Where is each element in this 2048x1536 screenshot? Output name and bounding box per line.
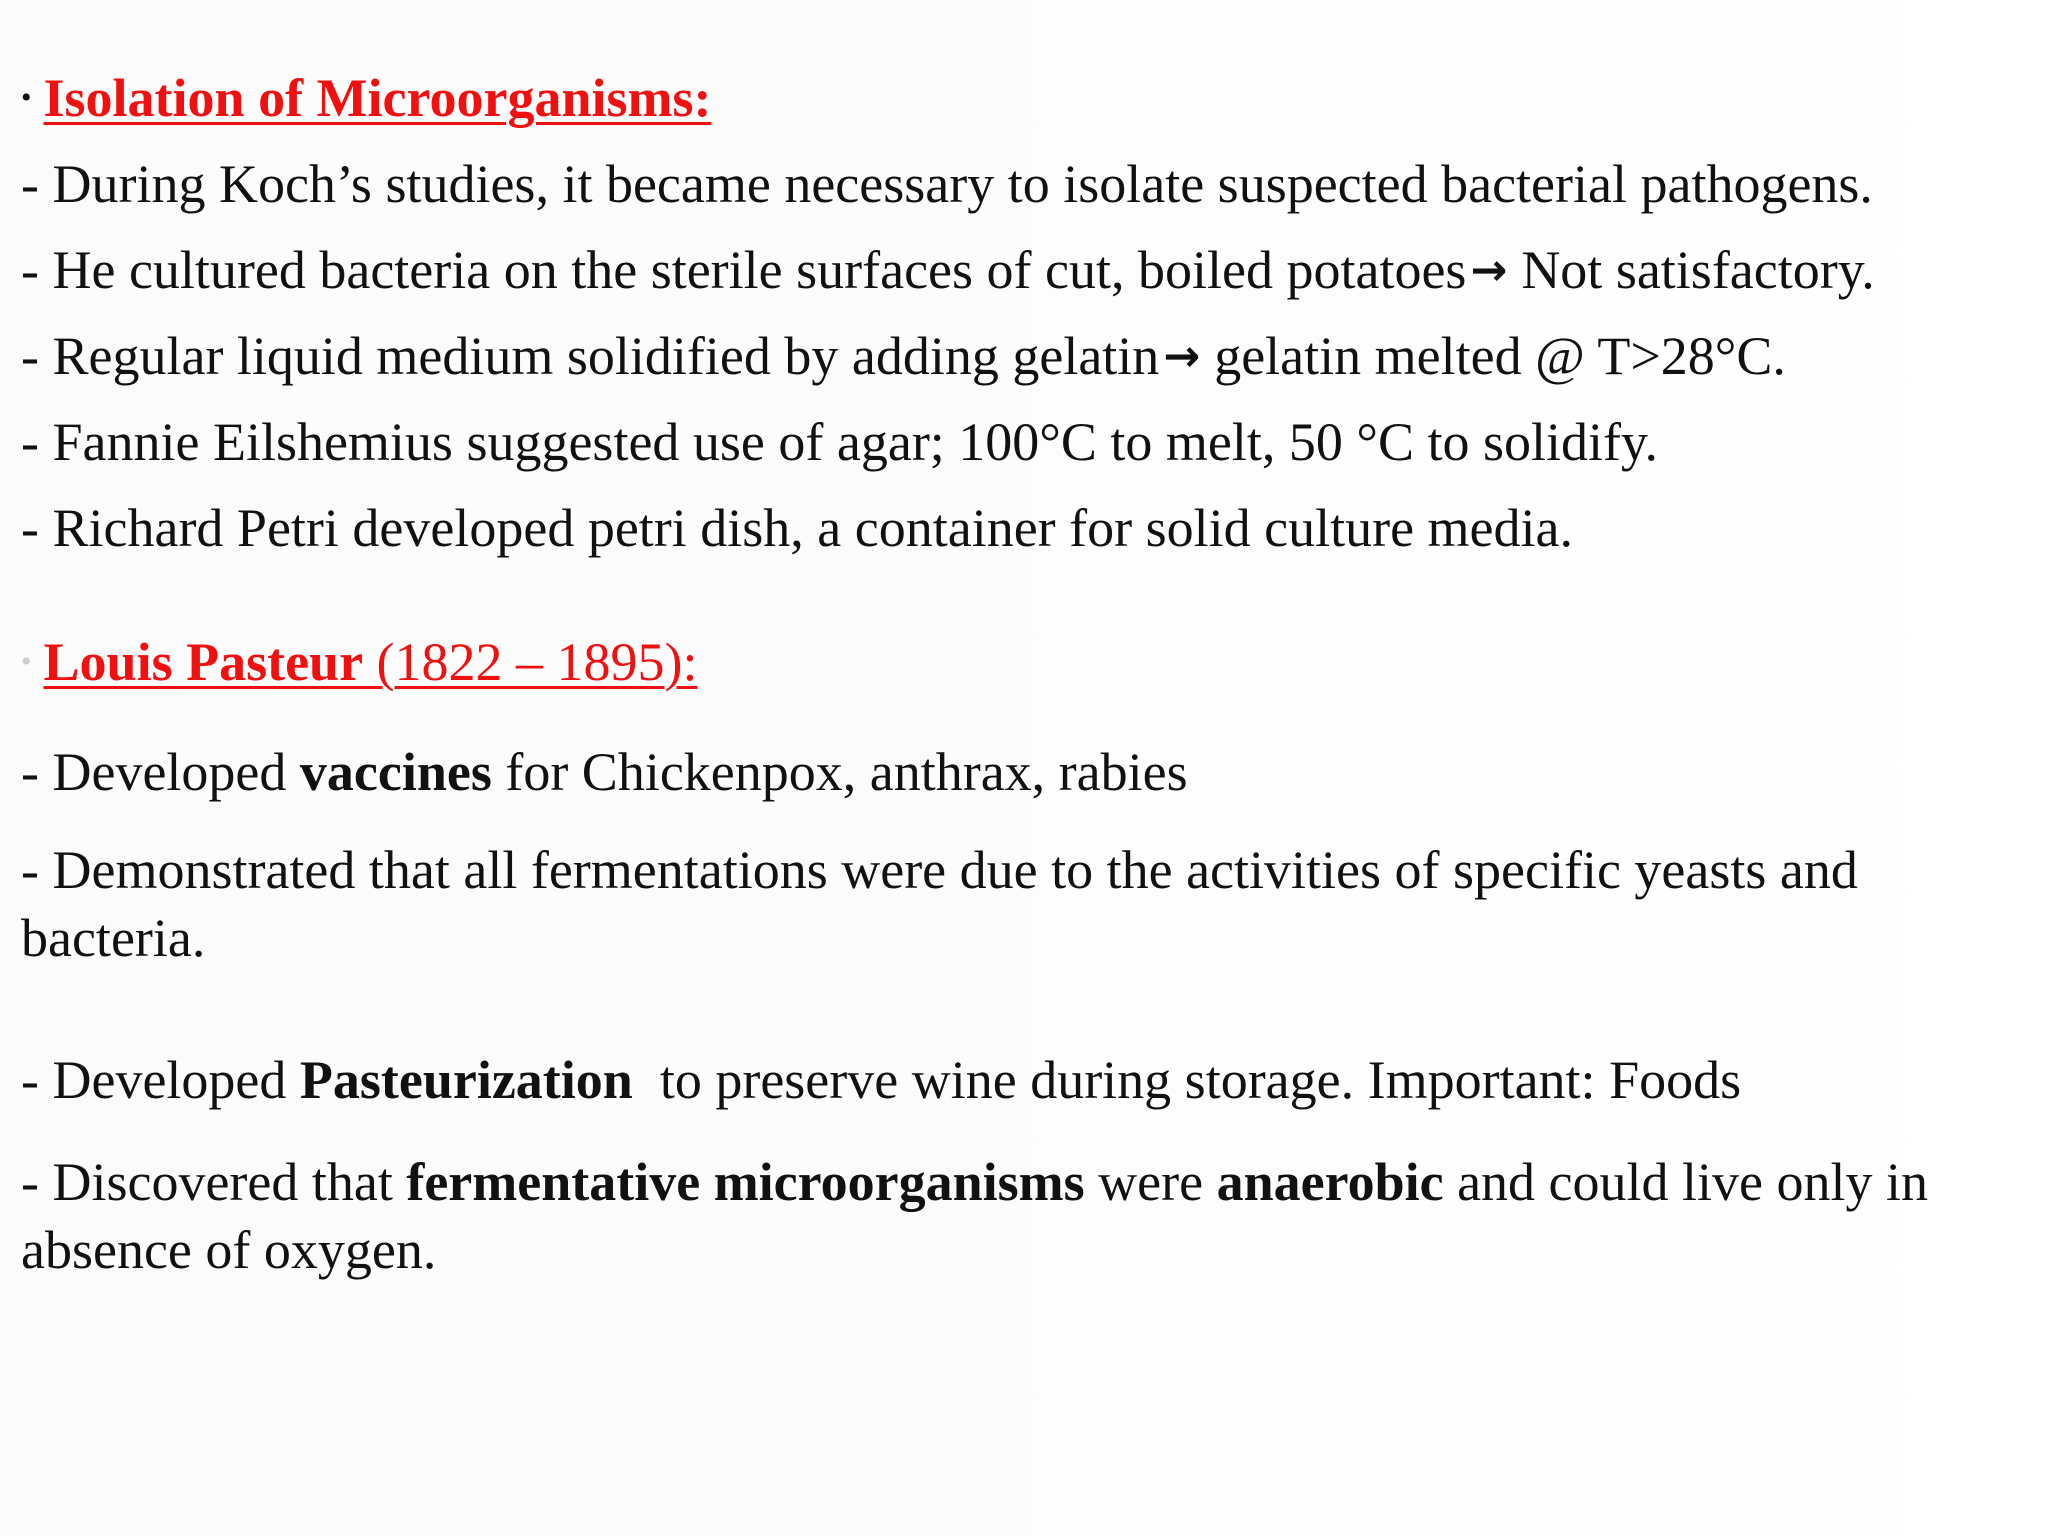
bullet-icon: • bbox=[21, 80, 32, 114]
anaerobic-pre: - Discovered that bbox=[21, 1152, 407, 1212]
petri-line: - Richard Petri developed petri dish, a container for solid culture media. bbox=[21, 498, 1573, 558]
vaccines-post: for Chickenpox, anthrax, rabies bbox=[491, 742, 1188, 802]
pasteurization-post: to preserve wine during storage. Important: Foods bbox=[632, 1050, 1742, 1110]
vaccines-line bbox=[21, 738, 1188, 806]
pasteur-years: (1822 – 1895): bbox=[363, 632, 698, 692]
anaerobic-bold-1: fermentative microorganisms bbox=[406, 1152, 1085, 1212]
vaccines-pre: - Developed bbox=[21, 742, 300, 802]
pasteurization-pre: - Developed bbox=[21, 1050, 300, 1110]
right-arrow-icon: → bbox=[1163, 331, 1201, 382]
bullet-icon: • bbox=[21, 644, 32, 678]
pasteurization-line bbox=[21, 1046, 1741, 1114]
section-1-heading: Isolation of Microorganisms: bbox=[43, 68, 712, 128]
gelatin-text: - Regular liquid medium solidified by adding gelatin bbox=[21, 326, 1160, 386]
anaerobic-post: and could live only in absence of oxygen. bbox=[21, 1152, 1928, 1280]
section-1-heading-line bbox=[21, 64, 711, 138]
fermentation-line: - Demonstrated that all fermentations were due to the activities of specific yeasts and bacteria. bbox=[21, 840, 1858, 968]
pasteur-name: Louis Pasteur bbox=[43, 632, 364, 692]
section-2-heading-line bbox=[21, 628, 698, 702]
vaccines-bold: vaccines bbox=[299, 742, 492, 802]
potatoes-result: Not satisfactory. bbox=[1521, 240, 1875, 300]
koch-studies-line: - During Koch’s studies, it became necessary to isolate suspected bacterial pathogens. bbox=[21, 154, 1873, 214]
anaerobic-line bbox=[21, 1148, 2021, 1284]
gelatin-line bbox=[21, 322, 1786, 394]
right-arrow-icon: → bbox=[1470, 245, 1508, 296]
agar-line: - Fannie Eilshemius suggested use of agar; 100°C to melt, 50 °C to solidify. bbox=[21, 412, 1659, 472]
section-2-heading bbox=[44, 632, 698, 692]
anaerobic-mid: were bbox=[1084, 1152, 1217, 1212]
pasteurization-bold: Pasteurization bbox=[299, 1050, 633, 1110]
gelatin-result: gelatin melted @ T>28°C. bbox=[1214, 326, 1786, 386]
potatoes-text: - He cultured bacteria on the sterile surfaces of cut, boiled potatoes bbox=[21, 240, 1467, 300]
anaerobic-bold-2: anaerobic bbox=[1216, 1152, 1444, 1212]
potatoes-line bbox=[21, 236, 1875, 308]
